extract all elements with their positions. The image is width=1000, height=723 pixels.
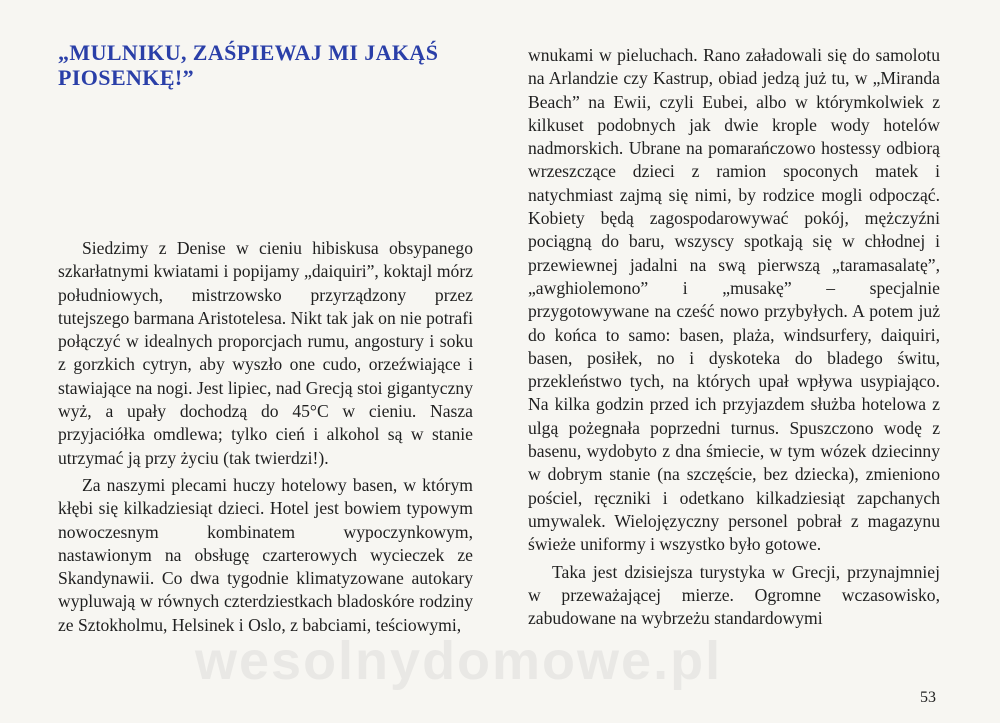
right-text-column xyxy=(528,44,940,630)
paragraph-continued: wnukami w pieluchach. Rano załadowali się do samolotu na Arlandzie czy Kastrup, obiad jedzą już tu, w „Miranda Beach” na Ewii, czyli Eubei, albo w którymkolwiek z kilkuset podobnych jak dwie krople wody hotelów nadmorskich. Ubrane na pomarańczowo hostessy odbiorą wrzeszczące dzieci z ramion spoconych matek i natychmiast zajmą się nimi, by rodzice mogli odpocząć. Kobiety będą zagospodarowywać pokój, mężczyźni pociągną do baru, wszyscy spotkają się w chłodnej i przewiewnej jadalni na swą pierwszą „taramasalatę”, „awghiolemono” i „musakę” – specjalnie przygotowywane na cześć nowo przybyłych. A potem już do końca to samo: basen, plaża, windsurfery, daiquiri, basen, posiłek, no i dyskoteka do bladego świtu, przekleństwo tych, na których upał wpływa usypiająco. Na kilka godzin przed ich przyjazdem służba hotelowa z ulgą pożegnała poprzedni turnus. Spuszczono wodę z basenu, wydobyto z dna śmiecie, w tym wózek dziecinny w dobrym stanie (na szczęście, bez dziecka), zmieniono pościel, ręczniki i odetkano kilkadziesiąt zapchanych umywalek. Wielojęzyczny personel pobrał z magazynu świeże uniformy i wszystko było gotowe. xyxy=(528,45,940,555)
watermark: wesolnydomowe.pl xyxy=(195,631,723,691)
paragraph: Za naszymi plecami huczy hotelowy basen, w którym kłębi się kilkadziesiąt dzieci. Hotel jest bowiem typowym nowoczesnym kombinatem wypoczynkowym, nastawionym na obsługę czarterowych wycieczek ze Skandynawii. Co dwa tygodnie klimatyzowane autokary wypluwają w równych czterdziestkach bladoskóre rodziny ze Sztokholmu, Helsinek i Oslo, z babciami, teściowymi, xyxy=(58,474,473,635)
paragraph: Siedzimy z Denise w cieniu hibiskusa obsypanego szkarłatnymi kwiatami i popijamy „daiquiri”, koktajl mórz południowych, mistrzowsko przyrządzony przez tutejszego barmana Aristotelesa. Nikt tak jak on nie potrafi połączyć w idealnych proporcjach rumu, angostury i soku z gorzkich cytryn, aby wyszło one cudo, orzeźwiające i stawiające na nogi. Jest lipiec, nad Grecją stoi gigantyczny wyż, a upały dochodzą do 45°C w cieniu. Nasza przyjaciółka omdlewa; tylko cień i alkohol są w stanie utrzymać ją przy życiu (tak twierdzi!). xyxy=(58,238,473,468)
left-text-column xyxy=(58,237,473,637)
chapter-title: „MULNIKU, ZAŚPIEWAJ MI JAKĄŚ PIOSENKĘ!” xyxy=(58,40,439,90)
page-number: 53 xyxy=(920,689,936,706)
paragraph: Taka jest dzisiejsza turystyka w Grecji, przynajmniej w przeważającej mierze. Ogromne wczasowisko, zabudowane na wybrzeżu standardowymi xyxy=(528,561,940,629)
